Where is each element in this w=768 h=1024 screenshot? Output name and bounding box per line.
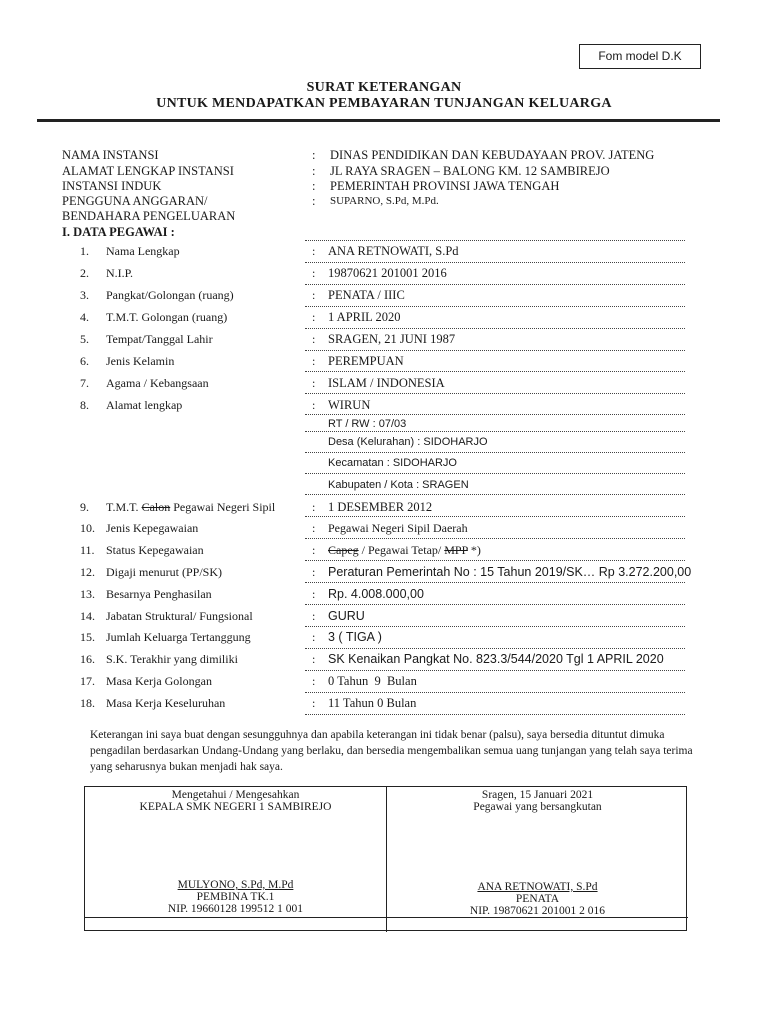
form-model-label: Fom model D.K: [579, 44, 701, 69]
alamat-instansi-value: JL RAYA SRAGEN – BALONG KM. 12 SAMBIREJO: [330, 164, 610, 178]
alamat-instansi-label: ALAMAT LENGKAP INSTANSI: [62, 164, 234, 178]
row-label: Tempat/Tanggal Lahir: [106, 332, 213, 346]
row-value: ISLAM / INDONESIA: [328, 376, 445, 390]
row-label: Masa Kerja Keseluruhan: [106, 696, 226, 710]
colon: :: [312, 565, 316, 579]
dotted-line: [305, 350, 685, 351]
row-label: Pangkat/Golongan (ruang): [106, 288, 234, 302]
dotted-line: [305, 284, 685, 285]
employee-rank: PENATA: [515, 893, 560, 905]
dotted-line: [305, 371, 685, 372]
colon: :: [312, 674, 316, 688]
value-middle: / Pegawai Tetap/: [358, 543, 445, 557]
document-title: SURAT KETERANGAN: [306, 80, 462, 95]
row-value: 1 DESEMBER 2012: [328, 500, 433, 514]
struck-text: Capeg: [328, 543, 359, 557]
colon: :: [312, 630, 316, 644]
colon: :: [312, 500, 316, 514]
address-rt-rw: RT / RW : 07/03: [328, 418, 407, 430]
row-number: 7.: [80, 376, 89, 390]
row-value: 11 Tahun 0 Bulan: [328, 696, 417, 710]
colon: :: [312, 398, 316, 412]
row-number: 10.: [80, 521, 95, 535]
row-number: 2.: [80, 266, 89, 280]
row-number: 8.: [80, 398, 89, 412]
row-value: 0 Tahun 9 Bulan: [328, 674, 417, 688]
row-number: 15.: [80, 630, 95, 644]
colon: :: [312, 376, 316, 390]
row-value: SK Kenaikan Pangkat No. 823.3/544/2020 Tgl 1 APRIL 2020: [328, 652, 664, 666]
row-value: SRAGEN, 21 JUNI 1987: [328, 332, 456, 346]
colon: :: [312, 354, 316, 368]
dotted-line: [305, 473, 685, 474]
struck-text: Calon: [141, 500, 171, 514]
dotted-line: [305, 714, 685, 715]
colon: :: [312, 288, 316, 302]
row-value: PEREMPUAN: [328, 354, 404, 368]
dotted-line: [305, 560, 685, 561]
colon: :: [312, 266, 316, 280]
dotted-line: [305, 306, 685, 307]
title-rule: [37, 119, 720, 122]
struck-text: MPP: [444, 543, 468, 557]
instansi-induk-value: PEMERINTAH PROVINSI JAWA TENGAH: [330, 179, 560, 193]
colon: :: [312, 521, 316, 535]
row-label: Besarnya Penghasilan: [106, 587, 212, 601]
colon: :: [312, 164, 316, 178]
nama-instansi-value: DINAS PENDIDIKAN DAN KEBUDAYAAN PROV. JATENG: [330, 148, 655, 162]
colon: :: [312, 696, 316, 710]
row-number: 13.: [80, 587, 95, 601]
row-label: Jumlah Keluarga Tertanggung: [106, 630, 251, 644]
row-value: 1 APRIL 2020: [328, 310, 401, 324]
colon: :: [312, 148, 316, 162]
colon: :: [312, 332, 316, 346]
dotted-line: [305, 538, 685, 539]
row-number: 14.: [80, 609, 95, 623]
dotted-line: [305, 414, 685, 415]
dotted-line: [305, 670, 685, 671]
colon: :: [312, 244, 316, 258]
pengguna-anggaran-value: SUPARNO, S.Pd, M.Pd.: [330, 195, 439, 207]
approver-name: MULYONO, S.Pd, M.Pd: [177, 879, 294, 891]
row-label: [106, 500, 275, 514]
row-label: Status Kepegawaian: [106, 543, 204, 557]
dotted-line: [305, 393, 685, 394]
colon: :: [312, 543, 316, 557]
row-number: 18.: [80, 696, 95, 710]
dotted-line: [305, 648, 685, 649]
colon: :: [312, 194, 316, 208]
row-label: N.I.P.: [106, 266, 134, 280]
bendahara-label: BENDAHARA PENGELUARAN: [62, 209, 236, 223]
approval-line: Mengetahui / Mengesahkan: [171, 789, 300, 801]
row-label: Agama / Kebangsaan: [106, 376, 209, 390]
row-value: WIRUN: [328, 398, 371, 412]
row-number: 4.: [80, 310, 89, 324]
colon: :: [312, 652, 316, 666]
employee-name: ANA RETNOWATI, S.Pd: [477, 881, 598, 893]
approver-rank: PEMBINA TK.1: [196, 891, 275, 903]
row-number: 17.: [80, 674, 95, 688]
colon: :: [312, 179, 316, 193]
row-value: 19870621 201001 2016: [328, 266, 447, 280]
row-label: Alamat lengkap: [106, 398, 183, 412]
employee-caption: Pegawai yang bersangkutan: [473, 801, 602, 813]
row-value: Pegawai Negeri Sipil Daerah: [328, 521, 468, 535]
dotted-line: [305, 431, 685, 432]
dotted-line: [305, 604, 685, 605]
address-kabupaten: Kabupaten / Kota : SRAGEN: [328, 479, 469, 491]
row-number: 11.: [80, 543, 95, 557]
label-suffix: Pegawai Negeri Sipil: [173, 500, 276, 514]
dotted-line: [305, 626, 685, 627]
row-label: Jenis Kepegawaian: [106, 521, 199, 535]
row-value: ANA RETNOWATI, S.Pd: [328, 244, 459, 258]
dotted-line: [305, 262, 685, 263]
row-value: GURU: [328, 609, 365, 623]
row-value: PENATA / IIIC: [328, 288, 405, 302]
instansi-induk-label: INSTANSI INDUK: [62, 179, 162, 193]
signature-table: [84, 786, 687, 931]
approver-position: KEPALA SMK NEGERI 1 SAMBIREJO: [139, 801, 332, 813]
row-label: Nama Lengkap: [106, 244, 180, 258]
colon: :: [312, 587, 316, 601]
row-label: Jenis Kelamin: [106, 354, 175, 368]
row-label: S.K. Terakhir yang dimiliki: [106, 652, 238, 666]
document-subtitle: UNTUK MENDAPATKAN PEMBAYARAN TUNJANGAN KELUARGA: [156, 96, 612, 111]
address-kecamatan: Kecamatan : SIDOHARJO: [328, 457, 457, 469]
dotted-line: [305, 692, 685, 693]
colon: :: [312, 609, 316, 623]
row-label: Jabatan Struktural/ Fungsional: [106, 609, 253, 623]
row-value: Peraturan Pemerintah No : 15 Tahun 2019/SK… Rp 3.272.200,00: [328, 565, 692, 579]
row-label: Digaji menurut (PP/SK): [106, 565, 222, 579]
dotted-line: [305, 516, 685, 517]
dotted-line: [305, 452, 685, 453]
row-number: 16.: [80, 652, 95, 666]
dotted-line: [305, 582, 685, 583]
row-label: T.M.T. Golongan (ruang): [106, 310, 228, 324]
nama-instansi-label: NAMA INSTANSI: [62, 148, 159, 162]
row-number: 6.: [80, 354, 89, 368]
row-number: 9.: [80, 500, 89, 514]
row-label: Masa Kerja Golongan: [106, 674, 212, 688]
row-value: 3 ( TIGA ): [328, 630, 382, 644]
row-value: Rp. 4.008.000,00: [328, 587, 424, 601]
approver-nip: NIP. 19660128 199512 1 001: [167, 903, 304, 915]
dotted-line: [305, 240, 685, 241]
address-desa: Desa (Kelurahan) : SIDOHARJO: [328, 436, 488, 448]
dotted-line: [305, 328, 685, 329]
label-prefix: T.M.T.: [106, 500, 139, 514]
colon: :: [312, 310, 316, 324]
row-number: 3.: [80, 288, 89, 302]
value-suffix: *): [467, 543, 481, 557]
section-title: I. DATA PEGAWAI :: [62, 225, 175, 239]
row-value: [328, 543, 481, 557]
place-date: Sragen, 15 Januari 2021: [481, 789, 594, 801]
row-number: 5.: [80, 332, 89, 346]
row-number: 1.: [80, 244, 89, 258]
row-number: 12.: [80, 565, 95, 579]
statement-paragraph: Keterangan ini saya buat dengan sesungguhnya dan apabila keterangan ini tidak benar (palsu), saya bersedia dituntut dimuka pengadilan berdasarkan Undang-Undang yang berlaku, dan bersedia mengembalikan semua uang tunjangan yang telah saya terima yang seharusnya bukan menjadi hak saya.: [90, 729, 693, 773]
employee-nip: NIP. 19870621 201001 2 016: [469, 905, 606, 917]
dotted-line: [305, 494, 685, 495]
pengguna-anggaran-label: PENGGUNA ANGGARAN/: [62, 194, 208, 208]
